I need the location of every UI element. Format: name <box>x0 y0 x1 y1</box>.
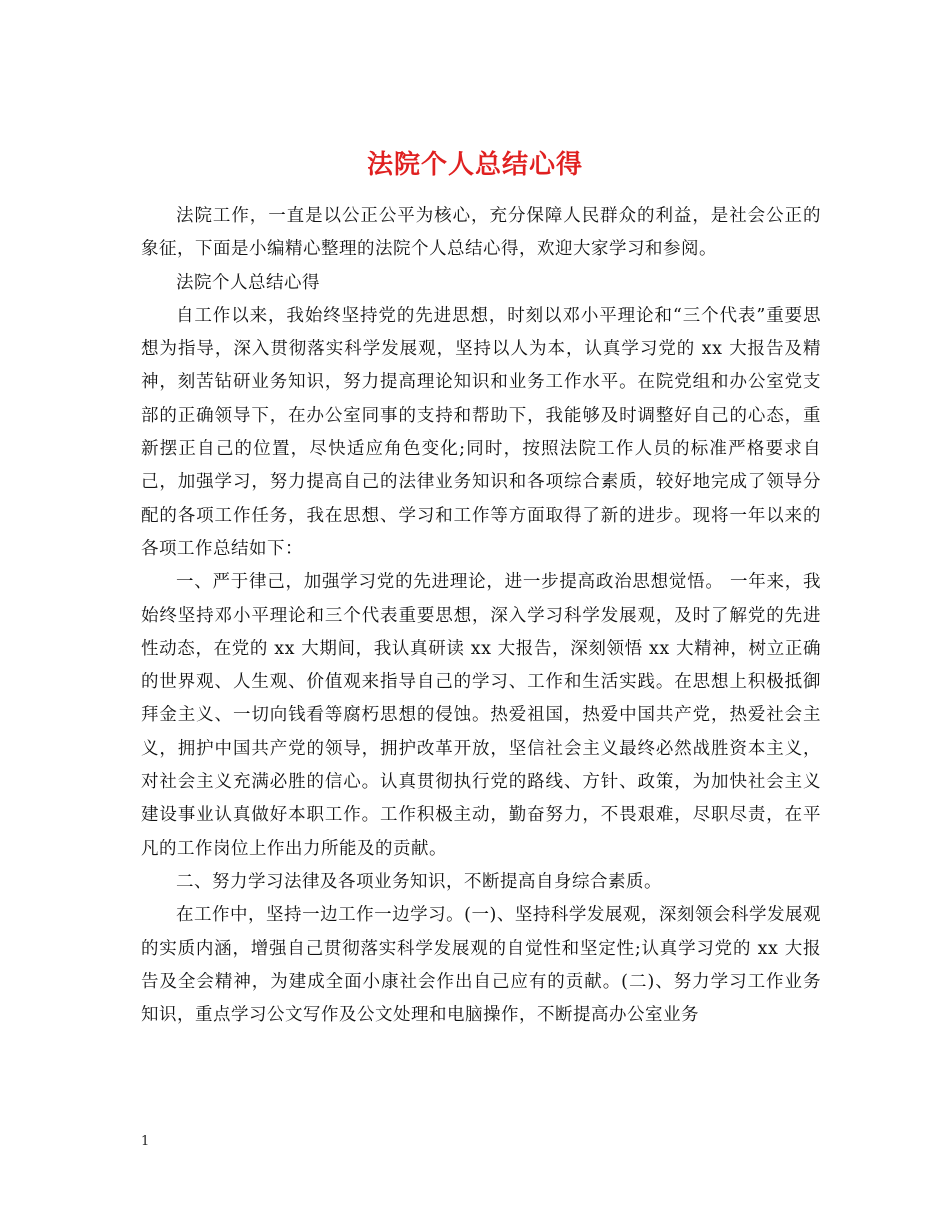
summary-paragraph: 自工作以来，我始终坚持党的先进思想，时刻以邓小平理论和“三个代表”重要思想为指导，深入贯彻落实科学发展观，坚持以人为本，认真学习党的 xx 大报告及精神，刻苦钻研业务知识，努力提高理论知识和业务工作水平。在院党组和办公室党支部的正确领导下，在办公室同事的支持和帮助下，我能够及时调整好自己的心态，重新摆正自己的位置，尽快适应角色变化;同时，按照法院工作人员的标准严格要求自己，加强学习，努力提高自己的法律业务知识和各项综合素质，较好地完成了领导分配的各项工作任务，我在思想、学习和工作等方面取得了新的进步。现将一年以来的各项工作总结如下： <box>141 305 821 559</box>
document-body <box>141 200 821 1032</box>
intro-paragraph: 法院工作，一直是以公正公平为核心，充分保障人民群众的利益，是社会公正的象征，下面是小编精心整理的法院个人总结心得，欢迎大家学习和参阅。 <box>141 206 821 260</box>
document-title: 法院个人总结心得 <box>366 150 583 181</box>
page-number: 1 <box>141 1134 150 1149</box>
section-one-paragraph: 一、严于律己，加强学习党的先进理论，进一步提高政治思想觉悟。 一年来，我始终坚持邓小平理论和三个代表重要思想，深入学习科学发展观，及时了解党的先进性动态，在党的 xx 大期间，我认真研读 xx 大报告，深刻领悟 xx 大精神，树立正确的世界观、人生观、价值观来指导自己的学习、工作和生活实践。在思想上积极抵御拜金主义、一切向钱看等腐朽思想的侵蚀。热爱祖国，热爱中国共产党，热爱社会主义，拥护中国共产党的领导，拥护改革开放，坚信社会主义最终必然战胜资本主义，对社会主义充满必胜的信心。认真贯彻执行党的路线、方针、政策，为加快社会主义建设事业认真做好本职工作。工作积极主动，勤奋努力，不畏艰难，尽职尽责，在平凡的工作岗位上作出力所能及的贡献。 <box>141 572 821 859</box>
subtitle-paragraph: 法院个人总结心得 <box>176 272 320 293</box>
section-two-paragraph: 在工作中，坚持一边工作一边学习。(一)、坚持科学发展观，深刻领会科学发展观的实质内涵，增强自己贯彻落实科学发展观的自觉性和坚定性;认真学习党的 xx 大报告及全会精神，为建成全面小康社会作出自己应有的贡献。(二)、努力学习工作业务知识，重点学习公文写作及公文处理和电脑操作，不断提高办公室业务 <box>141 905 821 1026</box>
section-two-heading: 二、努力学习法律及各项业务知识，不断提高自身综合素质。 <box>176 871 662 892</box>
